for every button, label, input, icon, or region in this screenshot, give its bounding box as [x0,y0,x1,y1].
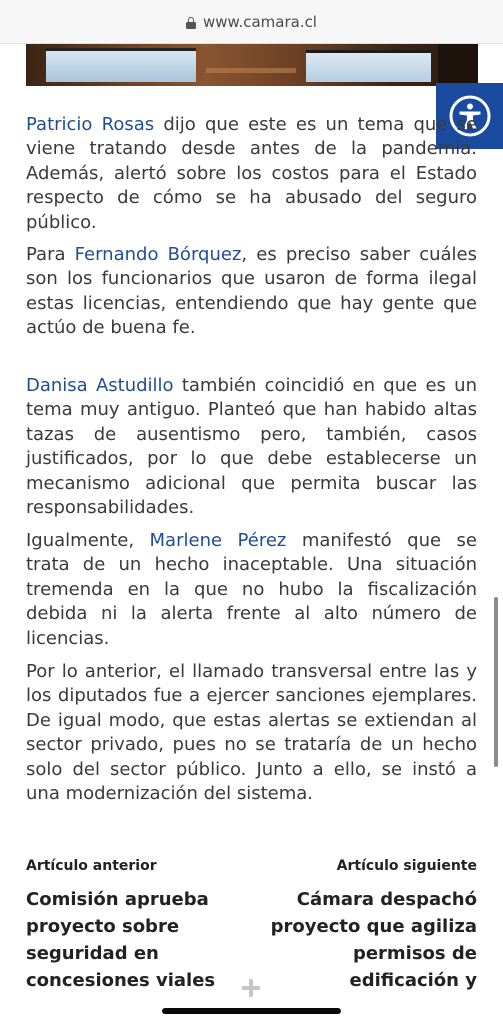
deputy-name-link[interactable]: Fernando Bórquez [74,244,242,265]
next-article-label: Artículo siguiente [336,858,477,874]
previous-article-label: Artículo anterior [26,858,157,874]
next-article-link[interactable]: Cámara despachó proyecto que agiliza permisos de edificación y [270,889,477,991]
deputy-name-link[interactable]: Patricio Rosas [26,114,155,135]
home-indicator[interactable] [162,1008,341,1014]
article-paragraph: Igualmente, Marlene Pérez manifestó que se trata de un hecho inaceptable. Una situación tremenda en la que no hubo la fiscalización debida ni la alerta frente al alto número de licencias. [26,530,478,649]
article-paragraph: Para Fernando Bórquez, es preciso saber cuáles son los funcionarios que usaron de forma ilegal estas licencias, entendiendo que hay gente que actúo de buena fe. [26,244,477,339]
deputy-name-link[interactable]: Marlene Pérez [149,530,287,551]
browser-url-bar[interactable] [0,0,503,44]
monitor-screen [46,48,196,82]
lock-icon [186,17,196,29]
article-paragraph: Patricio Rosas dijo que este es un tema que se viene tratando desde antes de la pandemia. Además, alertó sobre los costos para el Estado respecto de cómo se ha abusado del seguro público. [26,114,478,233]
monitor-screen [306,50,431,82]
article-navigation [26,886,477,991]
article-paragraph: Danisa Astudillo también coincidió en que es un tema muy antiguo. Planteó que han habido altas tazas de ausentismo pero, también, casos justificados, por lo que debe establecerse un mecanismo adicional que permita buscar las responsabilidades. [26,375,477,519]
article-hero-image [26,44,477,86]
scrollbar[interactable] [494,597,498,767]
plus-icon[interactable] [242,979,260,997]
previous-article-link[interactable]: Comisión aprueba proyecto sobre seguridad en concesiones viales [26,889,216,991]
deputy-name-link[interactable]: Danisa Astudillo [26,375,174,396]
url-text[interactable]: www.camara.cl [203,12,317,31]
article-paragraph: Por lo anterior, el llamado transversal entre las y los diputados fue a ejercer sanciones ejemplares. De igual modo, que estas alertas se extiendan al sector privado, pues no se trataría de un hecho solo del sector público. Junto a ello, se instó a una modernización del sistema. [26,661,477,805]
